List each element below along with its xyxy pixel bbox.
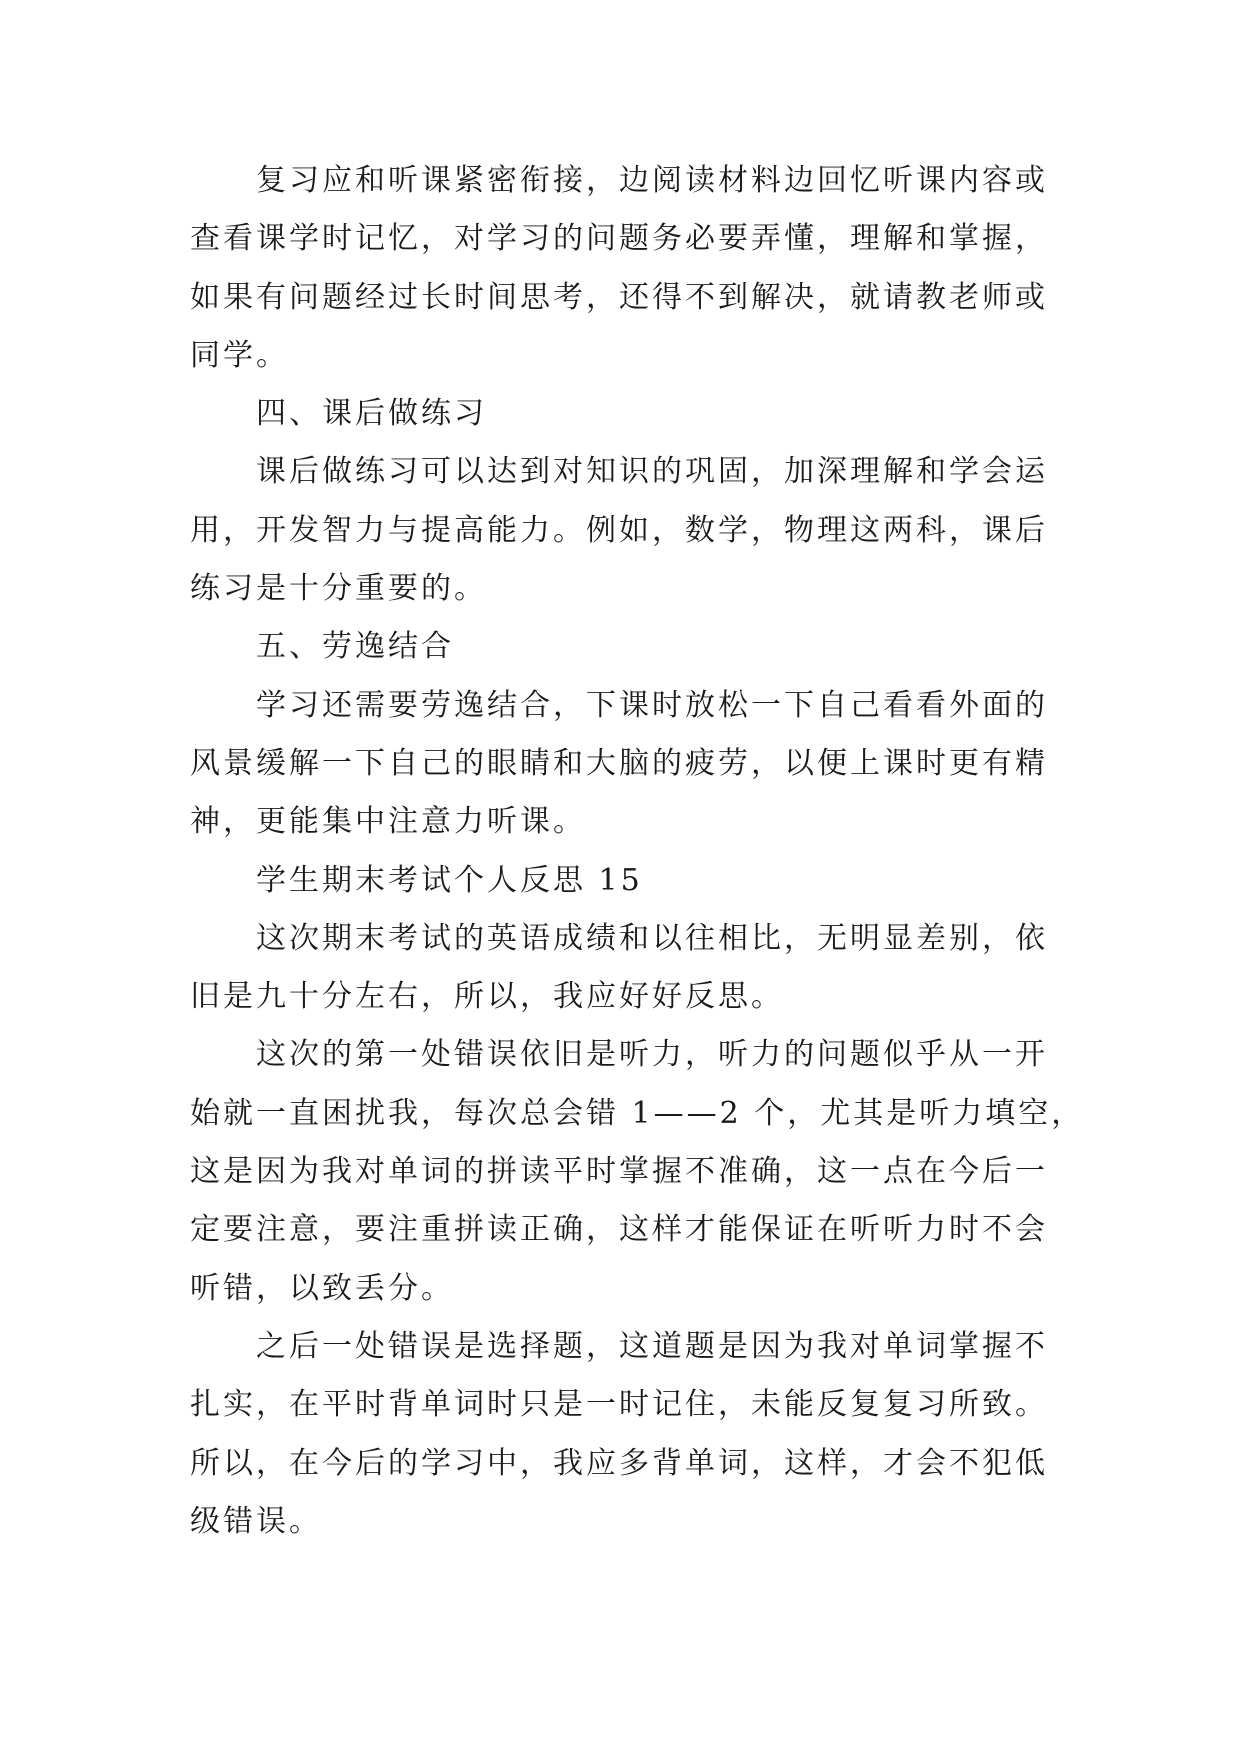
text-line: 同学。 — [190, 337, 289, 373]
text-line: 这次的第一处错误依旧是听力，听力的问题似乎从一开 — [256, 1037, 1048, 1073]
text-line: 风景缓解一下自己的眼睛和大脑的疲劳，以便上课时更有精 — [190, 745, 1048, 781]
text-line: 扎实，在平时背单词时只是一时记住，未能反复复习所致。 — [190, 1387, 1048, 1423]
text-line: 练习是十分重要的。 — [190, 571, 487, 607]
text-line: 旧是九十分左右，所以，我应好好反思。 — [190, 979, 784, 1015]
text-line: 如果有问题经过长时间思考，还得不到解决，就请教老师或 — [190, 279, 1048, 315]
text-line: 神，更能集中注意力听课。 — [190, 804, 586, 840]
text-line: 学习还需要劳逸结合，下课时放松一下自己看看外面的 — [256, 687, 1048, 723]
text-line: 始就一直困扰我，每次总会错 1——2 个，尤其是听力填空， — [190, 1095, 1085, 1131]
section-title: 学生期末考试个人反思 15 — [256, 862, 643, 898]
text-line: 这次期末考试的英语成绩和以往相比，无明显差别，依 — [256, 920, 1048, 956]
text-line: 定要注意，要注重拼读正确，这样才能保证在听听力时不会 — [190, 1212, 1048, 1248]
section-heading: 五、劳逸结合 — [256, 629, 454, 665]
text-line: 查看课学时记忆，对学习的问题务必要弄懂，理解和掌握， — [190, 221, 1048, 257]
text-line: 听错，以致丢分。 — [190, 1270, 454, 1306]
text-line: 这是因为我对单词的拼读平时掌握不准确，这一点在今后一 — [190, 1154, 1048, 1190]
text-line: 级错误。 — [190, 1503, 322, 1539]
text-line: 之后一处错误是选择题，这道题是因为我对单词掌握不 — [256, 1328, 1048, 1364]
text-line: 课后做练习可以达到对知识的巩固，加深理解和学会运 — [256, 454, 1048, 490]
section-heading: 四、课后做练习 — [256, 396, 487, 432]
text-line: 所以，在今后的学习中，我应多背单词，这样，才会不犯低 — [190, 1445, 1048, 1481]
text-line: 复习应和听课紧密衔接，边阅读材料边回忆听课内容或 — [256, 163, 1048, 198]
text-line: 用，开发智力与提高能力。例如，数学，物理这两科，课后 — [190, 512, 1048, 548]
document-body — [190, 152, 1085, 1551]
